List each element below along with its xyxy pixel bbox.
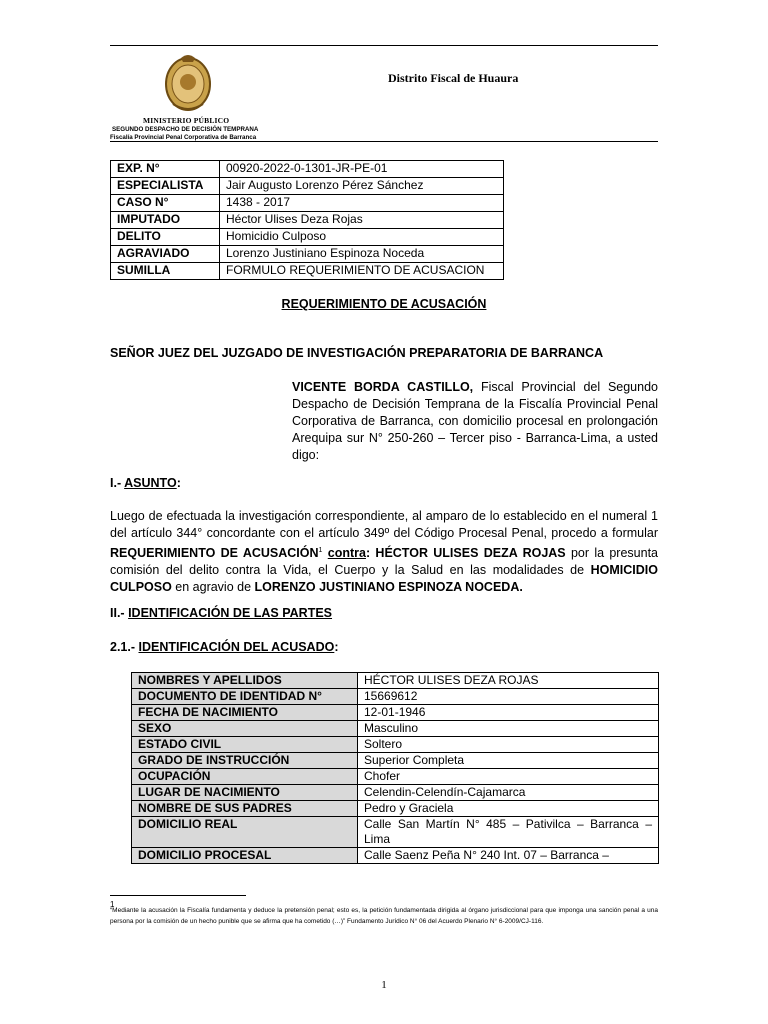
asunto-paragraph: Luego de efectuada la investigación correspondiente, al amparo de lo establecido en el numeral 1 del artículo 344° concordante con el artículo 349º del Código Procesal Penal, procedo a formular REQUERIMIENTO DE ACUSACIÓN$^1$ contra: HÉCTOR ULISES DEZA ROJAS por la presunta comisión del delito contra la Vida, el Cuerpo y la Salud en las modalidades de HOMICIDIO CULPOSO en agravio de LORENZO JUSTINIANO ESPINOZA NOCEDA. (110, 509, 658, 595)
table-value: Pedro y Graciela (358, 801, 659, 817)
table-row (111, 178, 504, 195)
table-value: 15669612 (358, 689, 659, 705)
table-label: CASO N° (111, 195, 220, 212)
table-value: HÉCTOR ULISES DEZA ROJAS (358, 673, 659, 689)
section-heading-asunto: I.- ASUNTO: (110, 476, 181, 490)
table-value: Superior Completa (358, 753, 659, 769)
footnote-text: “Mediante la acusación la Fiscalía fundamenta y deduce la pretensión penal; esto es, la petición fundamentada dirigida al órgano jurisdiccional para que imponga una sanción penal a una persona por la comisión de un hecho punible que se afirma que ha cometido (…)” Fundamento Jurídico N° 06 del Acuerdo Plenario N° 6-2009/CJ-116. (110, 907, 658, 925)
table-row (132, 785, 659, 801)
document-title: REQUERIMIENTO DE ACUSACIÓN (281, 297, 487, 311)
table-row (132, 689, 659, 705)
org-fiscalia: Fiscalía Provincial Penal Corporativa de Barranca (110, 134, 257, 141)
table-row (111, 161, 504, 178)
table-value: 12-01-1946 (358, 705, 659, 721)
table-label: DELITO (111, 229, 220, 246)
table-value: Soltero (358, 737, 659, 753)
table-row (132, 705, 659, 721)
table-label: NOMBRE DE SUS PADRES (132, 801, 358, 817)
table-row (132, 848, 659, 864)
table-value: Jair Augusto Lorenzo Pérez Sánchez (220, 178, 504, 195)
header-top-rule (110, 45, 658, 46)
intro-paragraph (292, 379, 658, 464)
page-number: 1 (381, 979, 387, 991)
table-value: Calle San Martín N° 485 – Pativilca – Barranca – Lima (358, 817, 659, 848)
table-value: Masculino (358, 721, 659, 737)
intro-text: Fiscal Provincial del Segundo Despacho de Decisión Temprana de la Fiscalía Provincial Penal Corporativa de Barranca, con domicilio procesal en prolongación Arequipa sur N° 250-260 – Tercer piso - Barranca-Lima, a usted digo: (292, 380, 658, 462)
table-label: DOMICILIO REAL (132, 817, 358, 848)
table-label: AGRAVIADO (111, 246, 220, 263)
table-value: 00920-2022-0-1301-JR-PE-01 (220, 161, 504, 178)
table-value: Celendin-Celendín-Cajamarca (358, 785, 659, 801)
table-label: SEXO (132, 721, 358, 737)
footnote-mark: 1 (110, 900, 115, 909)
ministerio-publico-seal-icon (163, 52, 213, 114)
table-row (111, 212, 504, 229)
table-row (132, 673, 659, 689)
table-row (132, 801, 659, 817)
table-value: Homicidio Culposo (220, 229, 504, 246)
table-label: NOMBRES Y APELLIDOS (132, 673, 358, 689)
table-row (111, 246, 504, 263)
table-value: Héctor Ulises Deza Rojas (220, 212, 504, 229)
table-row (111, 229, 504, 246)
org-name: MINISTERIO PÚBLICO (143, 116, 230, 125)
footnote-ref[interactable]: 1 (318, 547, 323, 554)
table-label: DOMICILIO PROCESAL (132, 848, 358, 864)
table-label: FECHA DE NACIMIENTO (132, 705, 358, 721)
table-label: GRADO DE INSTRUCCIÓN (132, 753, 358, 769)
table-row (132, 817, 659, 848)
table-value: Chofer (358, 769, 659, 785)
table-value: FORMULO REQUERIMIENTO DE ACUSACION (220, 263, 504, 280)
table-row (132, 737, 659, 753)
section-heading-acusado: 2.1.- IDENTIFICACIÓN DEL ACUSADO: (110, 640, 339, 654)
table-row (132, 769, 659, 785)
table-row (132, 753, 659, 769)
footnote-rule (110, 895, 246, 896)
table-value: 1438 - 2017 (220, 195, 504, 212)
case-info-table (110, 160, 504, 280)
table-row (111, 195, 504, 212)
org-office: SEGUNDO DESPACHO DE DECISIÓN TEMPRANA (112, 126, 259, 133)
table-label: EXP. N° (111, 161, 220, 178)
header-bottom-rule (110, 141, 658, 142)
table-label: LUGAR DE NACIMIENTO (132, 785, 358, 801)
addressee: SEÑOR JUEZ DEL JUZGADO DE INVESTIGACIÓN PREPARATORIA DE BARRANCA (110, 346, 604, 360)
table-label: SUMILLA (111, 263, 220, 280)
prosecutor-name: VICENTE BORDA CASTILLO, (292, 380, 474, 394)
table-value: Calle Saenz Peña N° 240 Int. 07 – Barranca – (358, 848, 659, 864)
table-label: DOCUMENTO DE IDENTIDAD N° (132, 689, 358, 705)
accused-info-table (131, 672, 659, 864)
table-row (111, 263, 504, 280)
district-title: Distrito Fiscal de Huaura (388, 71, 519, 85)
section-heading-partes: II.- IDENTIFICACIÓN DE LAS PARTES (110, 606, 333, 620)
table-label: ESTADO CIVIL (132, 737, 358, 753)
table-label: OCUPACIÓN (132, 769, 358, 785)
table-row (132, 721, 659, 737)
table-label: ESPECIALISTA (111, 178, 220, 195)
table-value: Lorenzo Justiniano Espinoza Noceda (220, 246, 504, 263)
table-label: IMPUTADO (111, 212, 220, 229)
